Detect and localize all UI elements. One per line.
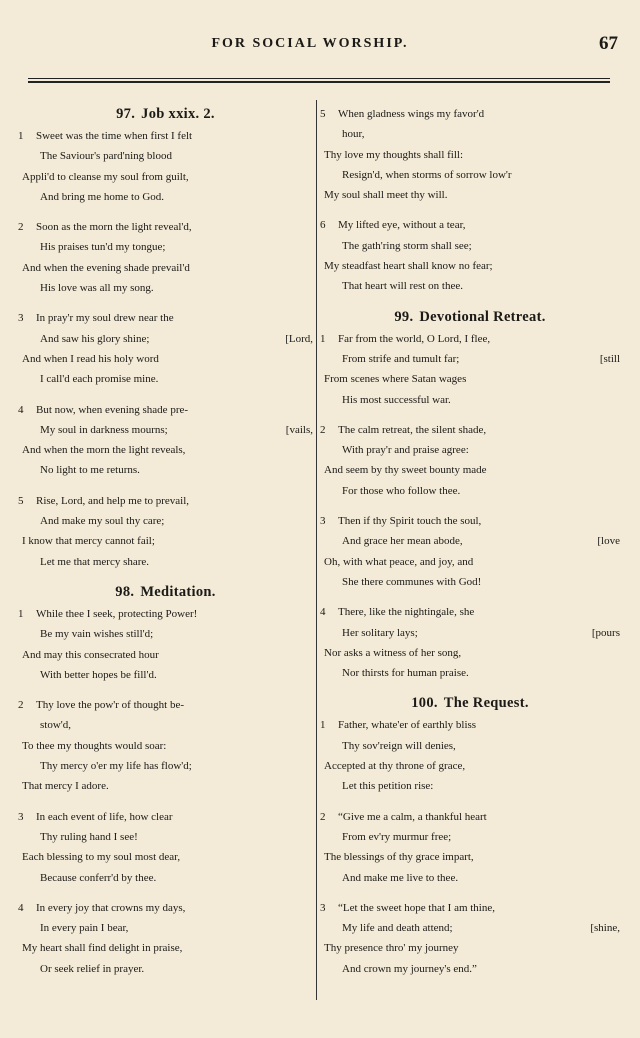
verse-text: Because conferr'd by thee. bbox=[40, 871, 157, 884]
stanza bbox=[18, 807, 313, 888]
verse-line bbox=[320, 868, 620, 888]
verse-text: While thee I seek, protecting Power! bbox=[36, 607, 198, 620]
stanza bbox=[320, 511, 620, 592]
stanza-number: 1 bbox=[320, 332, 326, 345]
hymn-title: The Request. bbox=[443, 695, 529, 712]
verse-line bbox=[320, 776, 620, 796]
stanza-number: 6 bbox=[320, 219, 326, 232]
verse-text: That mercy I adore. bbox=[22, 780, 109, 793]
verse-text: Her solitary lays; bbox=[342, 626, 418, 639]
hymn-heading bbox=[18, 582, 313, 604]
verse-line bbox=[18, 645, 313, 665]
verse-text: My steadfast heart shall know no fear; bbox=[324, 260, 493, 273]
hymn-title: Meditation. bbox=[140, 583, 216, 600]
stanza-number: 5 bbox=[18, 494, 24, 507]
stanza bbox=[320, 807, 620, 888]
verse-line bbox=[320, 715, 620, 735]
verse-line bbox=[320, 959, 620, 979]
verse-text: My lifted eye, without a tear, bbox=[338, 219, 466, 232]
overflow-word: [pours bbox=[591, 626, 620, 639]
verse-line bbox=[320, 756, 620, 776]
verse-text: From strife and tumult far; bbox=[342, 352, 460, 365]
verse-line bbox=[320, 918, 620, 938]
verse-line bbox=[320, 215, 620, 235]
verse-text: stow'd, bbox=[40, 719, 72, 732]
verse-line bbox=[18, 918, 313, 938]
verse-line bbox=[320, 623, 620, 643]
verse-line bbox=[320, 460, 620, 480]
verse-text: Sweet was the time when first I felt bbox=[36, 130, 193, 142]
verse-text: Thy love the pow'r of thought be- bbox=[36, 699, 185, 712]
verse-line bbox=[320, 276, 620, 296]
verse-text: My heart shall find delight in praise, bbox=[22, 942, 183, 955]
verse-line bbox=[18, 695, 313, 715]
hymn-heading bbox=[320, 693, 620, 715]
verse-line bbox=[320, 440, 620, 460]
verse-text: And seem by thy sweet bounty made bbox=[324, 464, 487, 477]
verse-line bbox=[18, 329, 313, 349]
verse-line bbox=[320, 736, 620, 756]
verse-text: She there communes with God! bbox=[342, 575, 482, 588]
stanza bbox=[18, 400, 313, 481]
verse-line bbox=[320, 938, 620, 958]
stanza bbox=[18, 491, 313, 572]
verse-line bbox=[320, 349, 620, 369]
verse-text: From ev'ry murmur free; bbox=[342, 830, 452, 843]
verse-line bbox=[18, 624, 313, 644]
hymn-98 bbox=[18, 582, 313, 979]
hymn-title: Devotional Retreat. bbox=[419, 308, 546, 325]
verse-line bbox=[320, 329, 620, 349]
verse-text: His love was all my song. bbox=[40, 282, 154, 295]
verse-line bbox=[320, 104, 620, 124]
verse-text: There, like the nightingale, she bbox=[338, 606, 475, 619]
verse-line bbox=[18, 440, 313, 460]
verse-line bbox=[18, 491, 313, 511]
verse-line bbox=[18, 146, 313, 166]
stanza bbox=[320, 215, 620, 296]
verse-line bbox=[320, 847, 620, 867]
verse-line bbox=[18, 237, 313, 257]
verse-line bbox=[320, 165, 620, 185]
verse-line bbox=[18, 187, 313, 207]
verse-line bbox=[18, 827, 313, 847]
verse-text: I know that mercy cannot fail; bbox=[22, 535, 155, 548]
verse-line bbox=[18, 715, 313, 735]
stanza bbox=[320, 602, 620, 683]
verse-text: And may this consecrated hour bbox=[22, 648, 159, 661]
verse-text: Resign'd, when storms of sorrow low'r bbox=[342, 168, 512, 181]
overflow-word: [still bbox=[599, 352, 620, 365]
verse-text: Father, whate'er of earthly bliss bbox=[338, 719, 477, 732]
hymn-number: 99. bbox=[394, 308, 414, 325]
right-column bbox=[320, 104, 620, 989]
hymn-99 bbox=[320, 307, 620, 684]
verse-line bbox=[18, 400, 313, 420]
verse-line bbox=[320, 124, 620, 144]
verse-text: Let this petition rise: bbox=[342, 780, 434, 793]
stanza bbox=[320, 420, 620, 501]
verse-text: Oh, with what peace, and joy, and bbox=[324, 555, 474, 568]
verse-text: No light to me returns. bbox=[40, 464, 140, 477]
verse-line bbox=[18, 349, 313, 369]
stanza bbox=[320, 898, 620, 979]
verse-line bbox=[18, 420, 313, 440]
verse-text: Thy sov'reign will denies, bbox=[342, 739, 456, 752]
verse-text: And when I read his holy word bbox=[22, 352, 159, 365]
verse-line bbox=[18, 959, 313, 979]
verse-line bbox=[320, 552, 620, 572]
hymn-number: 98. bbox=[115, 583, 135, 600]
overflow-word: [Lord, bbox=[285, 332, 313, 345]
hymn-heading bbox=[18, 104, 313, 126]
verse-text: And when the evening shade prevail'd bbox=[22, 261, 190, 274]
stanza bbox=[320, 715, 620, 796]
header-rule bbox=[28, 78, 610, 79]
left-column bbox=[18, 104, 313, 989]
verse-line bbox=[18, 460, 313, 480]
hymn-97 bbox=[18, 104, 313, 572]
stanza-number: 3 bbox=[18, 810, 24, 823]
stanza-number: 4 bbox=[320, 606, 326, 619]
verse-text: Thy presence thro' my journey bbox=[324, 942, 459, 955]
verse-text: My life and death attend; bbox=[342, 922, 453, 935]
verse-line bbox=[320, 256, 620, 276]
verse-line bbox=[18, 938, 313, 958]
verse-line bbox=[320, 369, 620, 389]
verse-line bbox=[18, 807, 313, 827]
verse-line bbox=[18, 736, 313, 756]
verse-line bbox=[320, 236, 620, 256]
stanza-number: 1 bbox=[18, 607, 24, 620]
verse-text: “Give me a calm, a thankful heart bbox=[338, 810, 487, 823]
verse-line bbox=[18, 776, 313, 796]
verse-text: “Let the sweet hope that I am thine, bbox=[338, 901, 495, 914]
column-divider bbox=[316, 100, 317, 1000]
stanza-number: 2 bbox=[18, 699, 24, 712]
stanza bbox=[320, 104, 620, 205]
verse-line bbox=[320, 663, 620, 683]
verse-text: My soul shall meet thy will. bbox=[324, 189, 448, 202]
verse-line bbox=[320, 898, 620, 918]
verse-text: In each event of life, how clear bbox=[36, 810, 173, 823]
verse-line bbox=[18, 847, 313, 867]
verse-text: With pray'r and praise agree: bbox=[342, 444, 469, 457]
stanza-number: 4 bbox=[18, 901, 24, 914]
verse-text: With better hopes be fill'd. bbox=[40, 668, 157, 681]
stanza-number: 1 bbox=[18, 130, 24, 142]
verse-text: But now, when evening shade pre- bbox=[36, 403, 189, 416]
verse-text: The Saviour's pard'ning blood bbox=[40, 150, 172, 163]
verse-text: In pray'r my soul drew near the bbox=[36, 312, 174, 325]
verse-text: Thy ruling hand I see! bbox=[40, 830, 138, 843]
verse-line bbox=[320, 420, 620, 440]
verse-line bbox=[18, 868, 313, 888]
stanza-number: 4 bbox=[18, 403, 24, 416]
verse-line bbox=[320, 185, 620, 205]
verse-line bbox=[320, 511, 620, 531]
verse-text: The calm retreat, the silent shade, bbox=[338, 423, 487, 436]
hymn-97-continued bbox=[320, 104, 620, 297]
stanza bbox=[18, 217, 313, 298]
hymn-title: Job xxix. 2. bbox=[141, 106, 215, 122]
verse-text: Thy love my thoughts shall fill: bbox=[324, 148, 464, 161]
verse-text: Nor asks a witness of her song, bbox=[324, 646, 462, 659]
verse-line bbox=[320, 390, 620, 410]
stanza-number: 3 bbox=[320, 901, 326, 914]
verse-text: And make my soul thy care; bbox=[40, 515, 165, 528]
stanza bbox=[18, 126, 313, 207]
stanza bbox=[18, 604, 313, 685]
verse-text: And grace her mean abode, bbox=[342, 535, 463, 548]
verse-text: And saw his glory shine; bbox=[40, 332, 150, 345]
verse-text: His most successful war. bbox=[342, 393, 451, 406]
verse-text: Be my vain wishes still'd; bbox=[40, 628, 154, 641]
verse-text: To thee my thoughts would soar: bbox=[22, 739, 167, 752]
verse-line bbox=[320, 807, 620, 827]
verse-line bbox=[18, 756, 313, 776]
verse-text: Thy mercy o'er my life has flow'd; bbox=[40, 760, 192, 773]
page-number: 67 bbox=[599, 33, 618, 54]
verse-text: When gladness wings my favor'd bbox=[338, 108, 485, 120]
verse-line bbox=[18, 126, 313, 146]
verse-text: Or seek relief in prayer. bbox=[40, 962, 145, 975]
verse-text: hour, bbox=[342, 128, 365, 141]
verse-text: Rise, Lord, and help me to prevail, bbox=[36, 494, 190, 507]
verse-text: From scenes where Satan wages bbox=[324, 373, 467, 386]
verse-text: His praises tun'd my tongue; bbox=[40, 241, 166, 254]
verse-text: Far from the world, O Lord, I flee, bbox=[338, 332, 491, 345]
verse-text: Each blessing to my soul most dear, bbox=[22, 851, 181, 864]
stanza-number: 2 bbox=[18, 221, 24, 234]
verse-text: Appli'd to cleanse my soul from guilt, bbox=[22, 170, 189, 183]
verse-text: Let me that mercy share. bbox=[40, 555, 150, 568]
header-rule-thick bbox=[28, 81, 610, 83]
stanza-number: 5 bbox=[320, 108, 326, 120]
verse-text: And make me live to thee. bbox=[342, 871, 459, 884]
verse-text: Nor thirsts for human praise. bbox=[342, 667, 469, 680]
stanza bbox=[18, 308, 313, 389]
stanza bbox=[18, 898, 313, 979]
hymn-100 bbox=[320, 693, 620, 979]
verse-text: The gath'ring storm shall see; bbox=[342, 239, 472, 252]
verse-line bbox=[18, 217, 313, 237]
verse-text: Then if thy Spirit touch the soul, bbox=[338, 515, 482, 528]
verse-line bbox=[18, 369, 313, 389]
verse-line bbox=[18, 258, 313, 278]
verse-text: In every pain I bear, bbox=[40, 922, 129, 935]
verse-line bbox=[18, 665, 313, 685]
stanza-number: 1 bbox=[320, 719, 326, 732]
verse-line bbox=[320, 827, 620, 847]
stanza bbox=[18, 695, 313, 796]
verse-text: Soon as the morn the light reveal'd, bbox=[36, 221, 192, 234]
verse-line bbox=[18, 511, 313, 531]
verse-text: And when the morn the light reveals, bbox=[22, 444, 186, 457]
verse-line bbox=[320, 643, 620, 663]
running-header: FOR SOCIAL WORSHIP. bbox=[211, 36, 409, 51]
verse-line bbox=[18, 898, 313, 918]
verse-line bbox=[18, 552, 313, 572]
stanza-number: 3 bbox=[18, 312, 24, 325]
verse-line bbox=[320, 145, 620, 165]
verse-line bbox=[320, 531, 620, 551]
verse-line bbox=[320, 602, 620, 622]
hymn-number: 100. bbox=[411, 695, 438, 712]
verse-text: The blessings of thy grace impart, bbox=[324, 851, 474, 864]
verse-text: For those who follow thee. bbox=[342, 484, 461, 497]
verse-line bbox=[18, 604, 313, 624]
verse-text: I call'd each promise mine. bbox=[40, 373, 159, 386]
verse-text: Accepted at thy throne of grace, bbox=[324, 760, 466, 773]
verse-text: And bring me home to God. bbox=[40, 190, 165, 203]
stanza-number: 2 bbox=[320, 423, 326, 436]
stanza-number: 2 bbox=[320, 810, 326, 823]
hymn-number: 97. bbox=[116, 106, 136, 122]
verse-text: And crown my journey's end.” bbox=[342, 962, 477, 975]
verse-line bbox=[18, 308, 313, 328]
verse-line bbox=[320, 481, 620, 501]
verse-text: In every joy that crowns my days, bbox=[36, 901, 186, 914]
overflow-word: [shine, bbox=[590, 922, 620, 935]
stanza bbox=[320, 329, 620, 410]
overflow-word: [love bbox=[597, 535, 620, 548]
verse-text: That heart will rest on thee. bbox=[342, 280, 463, 293]
verse-line bbox=[18, 167, 313, 187]
overflow-word: [vails, bbox=[285, 423, 313, 436]
verse-line bbox=[18, 278, 313, 298]
verse-line bbox=[18, 531, 313, 551]
stanza-number: 3 bbox=[320, 515, 326, 528]
verse-text: My soul in darkness mourns; bbox=[40, 423, 168, 436]
hymn-heading bbox=[320, 307, 620, 329]
verse-line bbox=[320, 572, 620, 592]
